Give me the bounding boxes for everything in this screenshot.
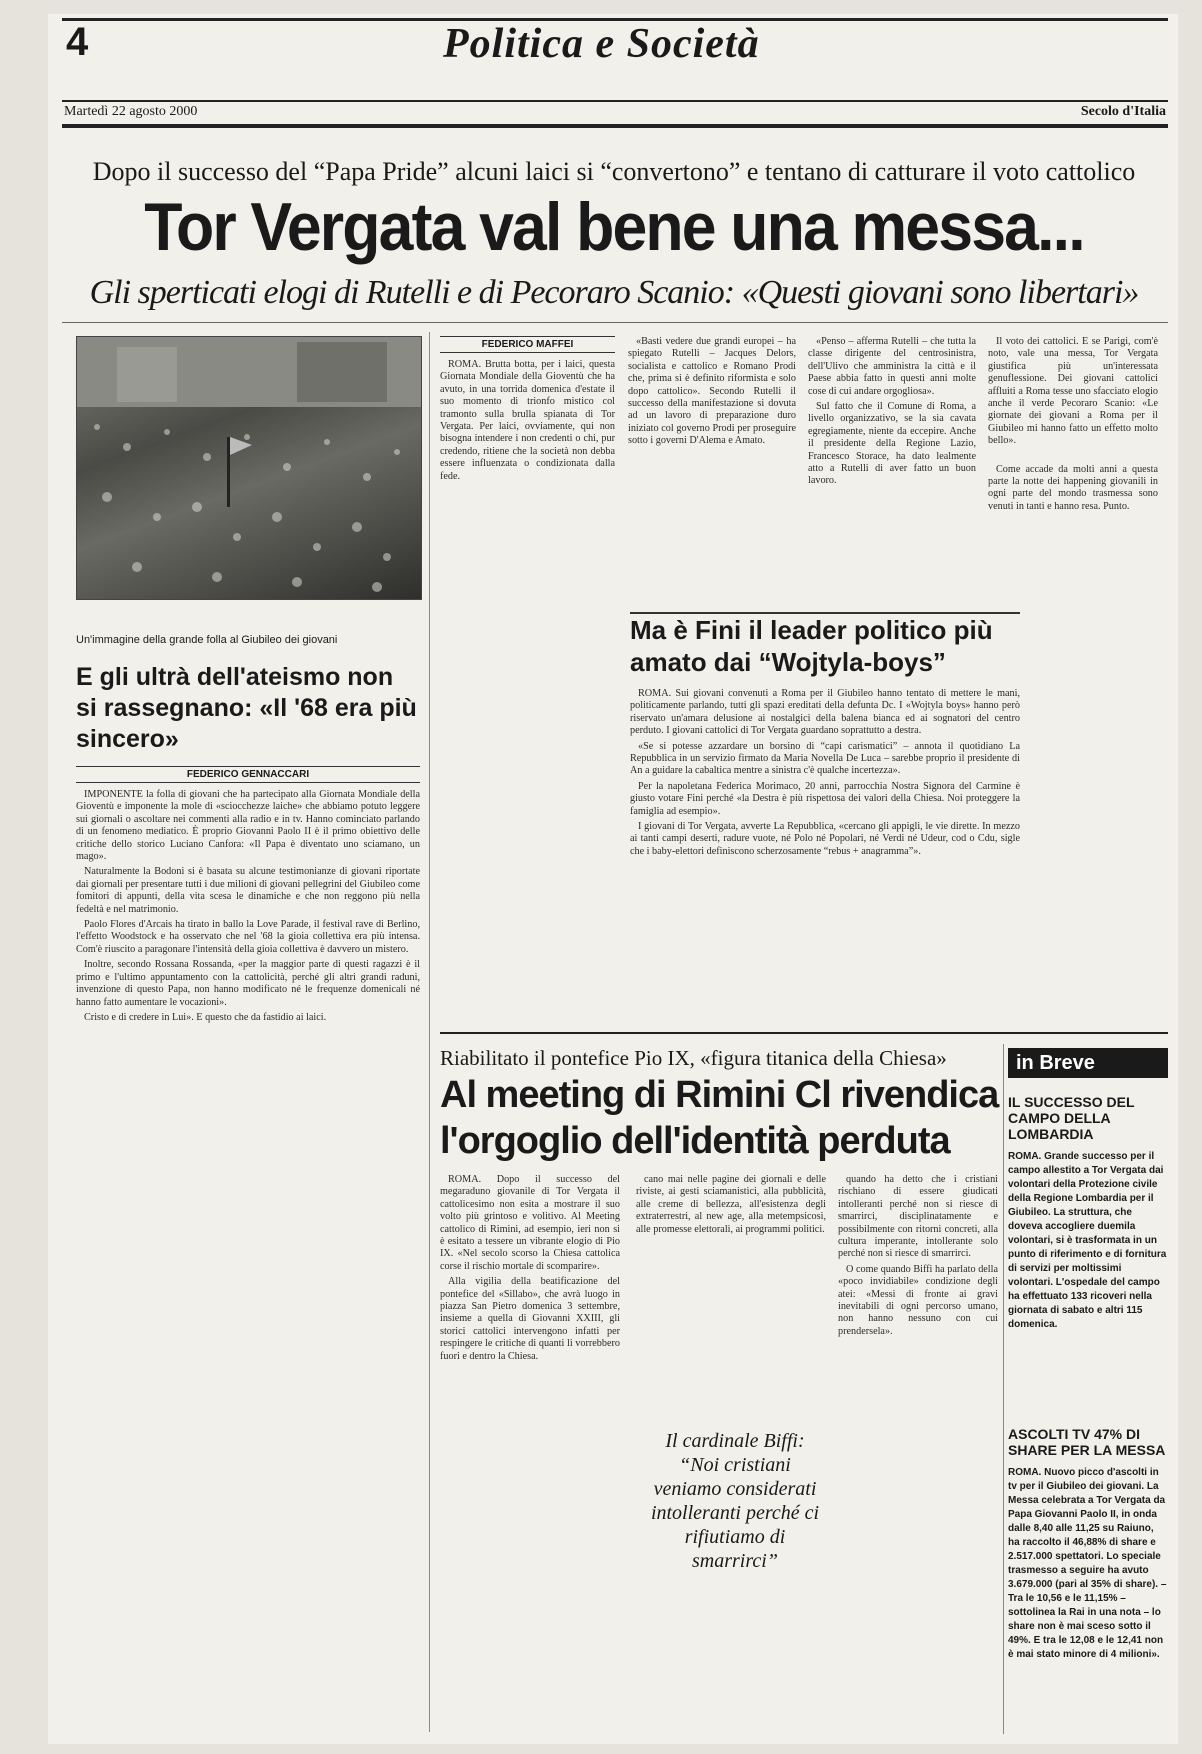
sidebar-paragraph: Inoltre, secondo Rossana Rossanda, «per la maggior parte di questi ragazzi è il primo e l'ultimo appuntamento con la cattolicità, perché gli altri grandi raduni, invenzione di questo Papa, non hanno modificato né le frequenze domenicali né hanno fatto aumentare le vocazioni». xyxy=(76,959,420,1008)
sidebar-headline: E gli ultrà dell'ateismo non si rassegnano: «Il '68 era più sincero» xyxy=(76,663,417,753)
rimini-paragraph: Alla vigilia della beatificazione del pontefice del «Sillabo», che avrà luogo in piazza San Pietro domenica 3 settembre, insieme a quella di Giovanni XXIII, gli storici cattolici intervengono infatti per respingere le critiche di quanti li vorrebbero fuori e dentro la Chiesa. xyxy=(440,1276,620,1362)
brief-body: ROMA. Grande successo per il campo allestito a Tor Vergata dai volontari della Protezione civile della Regione Lombardia per il Giubileo. La struttura, che doveva accogliere duemila volontari, si è trasformata in un punto di riferimento e di fornitura di servizi per moltissimi volontari. L'ospedale del campo ha effettuato 133 ricoveri nella giornata di sabato e altri 115 domenica. xyxy=(1008,1151,1167,1330)
sidebar-article xyxy=(76,766,420,1027)
in-breve-logo: in Breve xyxy=(1008,1048,1168,1078)
rimini-paragraph: O come quando Biffi ha parlato della «poco invidiabile» condizione degli atei: «Messi di fronte ai gravi inevitabili di ogni percorso umano, non hanno nessuno con cui prendersela». xyxy=(838,1263,998,1337)
rimini-paragraph: quando ha detto che i cristiani rischiano di essere giudicati intolleranti perché non si riesce di smarrirci, disciplinatamente e possibilmente con ritorni concreti, alla cultura imperante, intollerante solo perché non si riesce di smarrirci. xyxy=(838,1174,998,1260)
crowd-photo xyxy=(76,336,422,600)
fini-paragraph: «Se si potesse azzardare un borsino di “capi carismatici” – annota il quotidiano La Repubblica in un servizio firmato da Maria Novella De Luca – sarebbe proprio il presidente di An a guidare la cabaltica mentre a sinistra c'è qualche incertezza». xyxy=(630,740,1020,777)
rimini-rule xyxy=(440,1032,1168,1034)
lead-paragraph: ROMA. Brutta botta, per i laici, questa Giornata Mondiale della Gioventù che ha avuto, in una torrida domenica d'estate il suo momento di trionfo mistico col tramonto sulla brulla spianata di Tor Vergata. Per laici, ovviamente, qui non bisogna intendere i non credenti o chi, pur credendo, ritiene che la società non debba essere influenzata o condizionata dalla fede. xyxy=(440,359,615,482)
fini-paragraph: ROMA. Sui giovani convenuti a Roma per il Giubileo hanno tentato di mettere le mani, politicamente parlando, tutti gli spazi ereditati della defunta Dc. I «Wojtyla boys» hanno però riservato un'amara delusione ai nostalgici della balena bianca ed ai sognatori del centro perduto. I giovani cattolici di Tor Vergata guardano soprattutto a destra. xyxy=(630,688,1020,737)
column-divider xyxy=(429,332,430,1732)
lead-paragraph: Sul fatto che il Comune di Roma, a livello organizzativo, se la sia cavata egregiamente, niente da eccepire. Anche il presidente della Regione Lazio, Francesco Storace, ha dato lealmente atto a Rutelli di aver fatto un buon lavoro. xyxy=(808,401,976,487)
sidebar-byline: FEDERICO GENNACCARI xyxy=(76,766,420,783)
section-title: Politica e Società xyxy=(443,21,760,67)
fini-body xyxy=(630,688,1020,858)
sidebar-body xyxy=(76,789,420,1027)
brief-body: ROMA. Nuovo picco d'ascolti in tv per il Giubileo dei giovani. La Messa celebrata a Tor Vergata da Papa Giovanni Paolo II, in onda dalle 8,40 alle 11,25 su Raiuno, ha raccolto il 46,88% di share e 2.517.000 spettatori. Lo speciale trasmesso a seguire ha avuto 3.679.000 (pari al 35% di share). – Tra le 10,56 e le 11,15% – sottolinea la Rai in una nota – lo share non è mai sceso sotto il 49%. E tra le 12,08 e le 12,41 non è mai stato minore di 4 milioni». xyxy=(1008,1467,1167,1660)
lead-kicker: Dopo il successo del “Papa Pride” alcuni laici si “convertono” e tentano di catturare il voto cattolico xyxy=(92,157,1136,186)
deck-rule xyxy=(62,322,1168,323)
fini-paragraph: Per la napoletana Federica Morimaco, 20 anni, parrocchia Nostra Signora del Carmine è giusto votare Fini perché «la Destra è più rispettosa dei valori della Chiesa. Noi proteggere la famiglia ad esempio». xyxy=(630,780,1020,817)
fini-paragraph: I giovani di Tor Vergata, avverte La Repubblica, «cercano gli appigli, le vie dirette. In mezzo ai tanti campi deserti, radure vuote, né Polo né Popolari, né Verdi né Udeur, cod o Cdu, sigle che i baby-elettori definiscono scherzosamente “rebus + anagramma”». xyxy=(630,821,1020,857)
lead-deck: Gli sperticati elogi di Rutelli e di Pecoraro Scanio: «Questi giovani sono libertari» xyxy=(89,274,1139,311)
fini-box xyxy=(630,612,1020,946)
lead-byline: FEDERICO MAFFEI xyxy=(440,336,615,353)
photo-caption: Un'immagine della grande folla al Giubileo dei giovani xyxy=(76,634,338,646)
sidebar-paragraph: Paolo Flores d'Arcais ha tirato in ballo la Love Parade, il festival rave di Berlino, l'effetto Woodstock e ha osservato che nel '68 la gioia collettiva era più intensa. Com'è riuscito a paragonare l'intensità della gioia collettiva è davvero un mistero. xyxy=(76,919,420,955)
sidebar-paragraph: Cristo e di credere in Lui». E questo che da fastidio ai laici. xyxy=(84,1011,327,1023)
lead-paragraph: «Basti vedere due grandi europei – ha spiegato Rutelli – Jacques Delors, socialista e cattolico e Romano Prodi che, prima si è definito riformista e solo dopo cattolico». Secondo Rutelli il successo della manifestazione si dovuta ad un lavoro di preparazione duro iniziato col governo Prodi per proseguire sotto i governi D'Alema e Amato. xyxy=(628,336,796,447)
sidebar-paragraph: IMPONENTE la folla di giovani che ha partecipato alla Giornata Mondiale della Gioventù e imponente la mole di «sciocchezze laiche» che abbiamo potuto leggere sui giornali o ascoltare nei commenti alla radio e in tv. Hanno cominciato parlando di un fenomeno mediatico. È proprio Giovanni Paolo II è il primo obiettivo delle critiche dello storico Luciano Canfora: «Il Papa è diventato uno sciamano, un mago». xyxy=(76,789,420,863)
brief-item xyxy=(1008,1094,1168,1332)
masthead: Secolo d'Italia xyxy=(1080,104,1166,119)
lead-paragraph: Come accade da molti anni a questa parte la notte dei happening giovanili in ogni parte del mondo trasmessa sono venuti in tanti e hanno resa. Punto. xyxy=(988,463,1158,512)
rimini-body-col2 xyxy=(636,1174,826,1239)
lead-body-col1 xyxy=(440,359,615,483)
sidebar-paragraph: Naturalmente la Bodoni si è basata su alcune testimonianze di giovani riportate dai giornali per presentare tutti i due milioni di giovani pellegrini del Giubileo come fomitori di appunti, della vita scesa le dinamiche e che non reggono più nella fedeltà e nel matrimonio. xyxy=(76,866,420,915)
lead-headline: Tor Vergata val bene una messa... xyxy=(144,189,1084,265)
brief-divider xyxy=(1003,1044,1004,1734)
rimini-kicker: Riabilitato il pontefice Pio IX, «figura titanica della Chiesa» xyxy=(440,1046,947,1070)
rimini-paragraph: ROMA. Dopo il successo del megaraduno giovanile di Tor Vergata il cattolicesimo non esita a mostrare il suo volto più grintoso e volitivo. Al Meeting cattolico di Rimini, ad esempio, ieri non si è esitato a tessere un vibrante elogio di Pio IX. «Nel secolo scorso la Chiesa cattolica corse il rischio mortale di scomparire». xyxy=(440,1174,620,1272)
fini-headline: Ma è Fini il leader politico più amato dai “Wojtyla-boys” xyxy=(630,615,993,677)
lead-body-col4 xyxy=(988,336,1158,516)
header-rule xyxy=(62,100,1168,102)
header-bottom-rule xyxy=(62,124,1168,128)
brief-headline: ASCOLTI TV 47% DI SHARE PER LA MESSA xyxy=(1008,1426,1166,1458)
brief-item xyxy=(1008,1426,1168,1662)
biffi-quote: Il cardinale Biffi: “Noi cristiani veniamo considerati intolleranti perché ci rifiutiamo di smarrirci” xyxy=(650,1430,820,1572)
brief-headline: IL SUCCESSO DEL CAMPO DELLA LOMBARDIA xyxy=(1008,1094,1135,1142)
lead-article-col1 xyxy=(440,336,615,486)
lead-paragraph: Il voto dei cattolici. E se Parigi, com'è noto, vale una messa, Tor Vergata giustifica più un'interessata genuflessione. Dei giovani cattolici affluiti a Roma tesse uno sfacciato elogio anche il verde Pecoraro Scanio: «Le giornate dei giovani a Roma per il Giubileo mi hanno fatto un effetto molto bello». xyxy=(988,336,1158,447)
rimini-headline: Al meeting di Rimini Cl rivendica l'orgoglio dell'identità perduta xyxy=(440,1074,999,1162)
rimini-body-col1 xyxy=(440,1174,620,1366)
lead-body-col3 xyxy=(808,336,976,491)
issue-date: Martedì 22 agosto 2000 xyxy=(64,104,198,119)
newspaper-page xyxy=(48,14,1178,1744)
rimini-paragraph: cano mai nelle pagine dei giornali e delle rivistе, ai gesti sciamanistici, alla pubblicità, alle creme di bellezza, all'esistenza degli extraterrestri, al new age, alla metempsicosi, alle promesse elettorali, ai programmi politici. xyxy=(636,1174,826,1235)
page-number: 4 xyxy=(66,20,89,64)
lead-paragraph: «Penso – afferma Rutelli – che tutta la classe dirigente del centrosinistra, dell'Ulivo che amministra la città e il Paese abbia fatto in questi anni molte cose di cui andare orgogliosa». xyxy=(808,336,976,397)
lead-body-col2 xyxy=(628,336,796,451)
rimini-body-col3 xyxy=(838,1174,998,1341)
